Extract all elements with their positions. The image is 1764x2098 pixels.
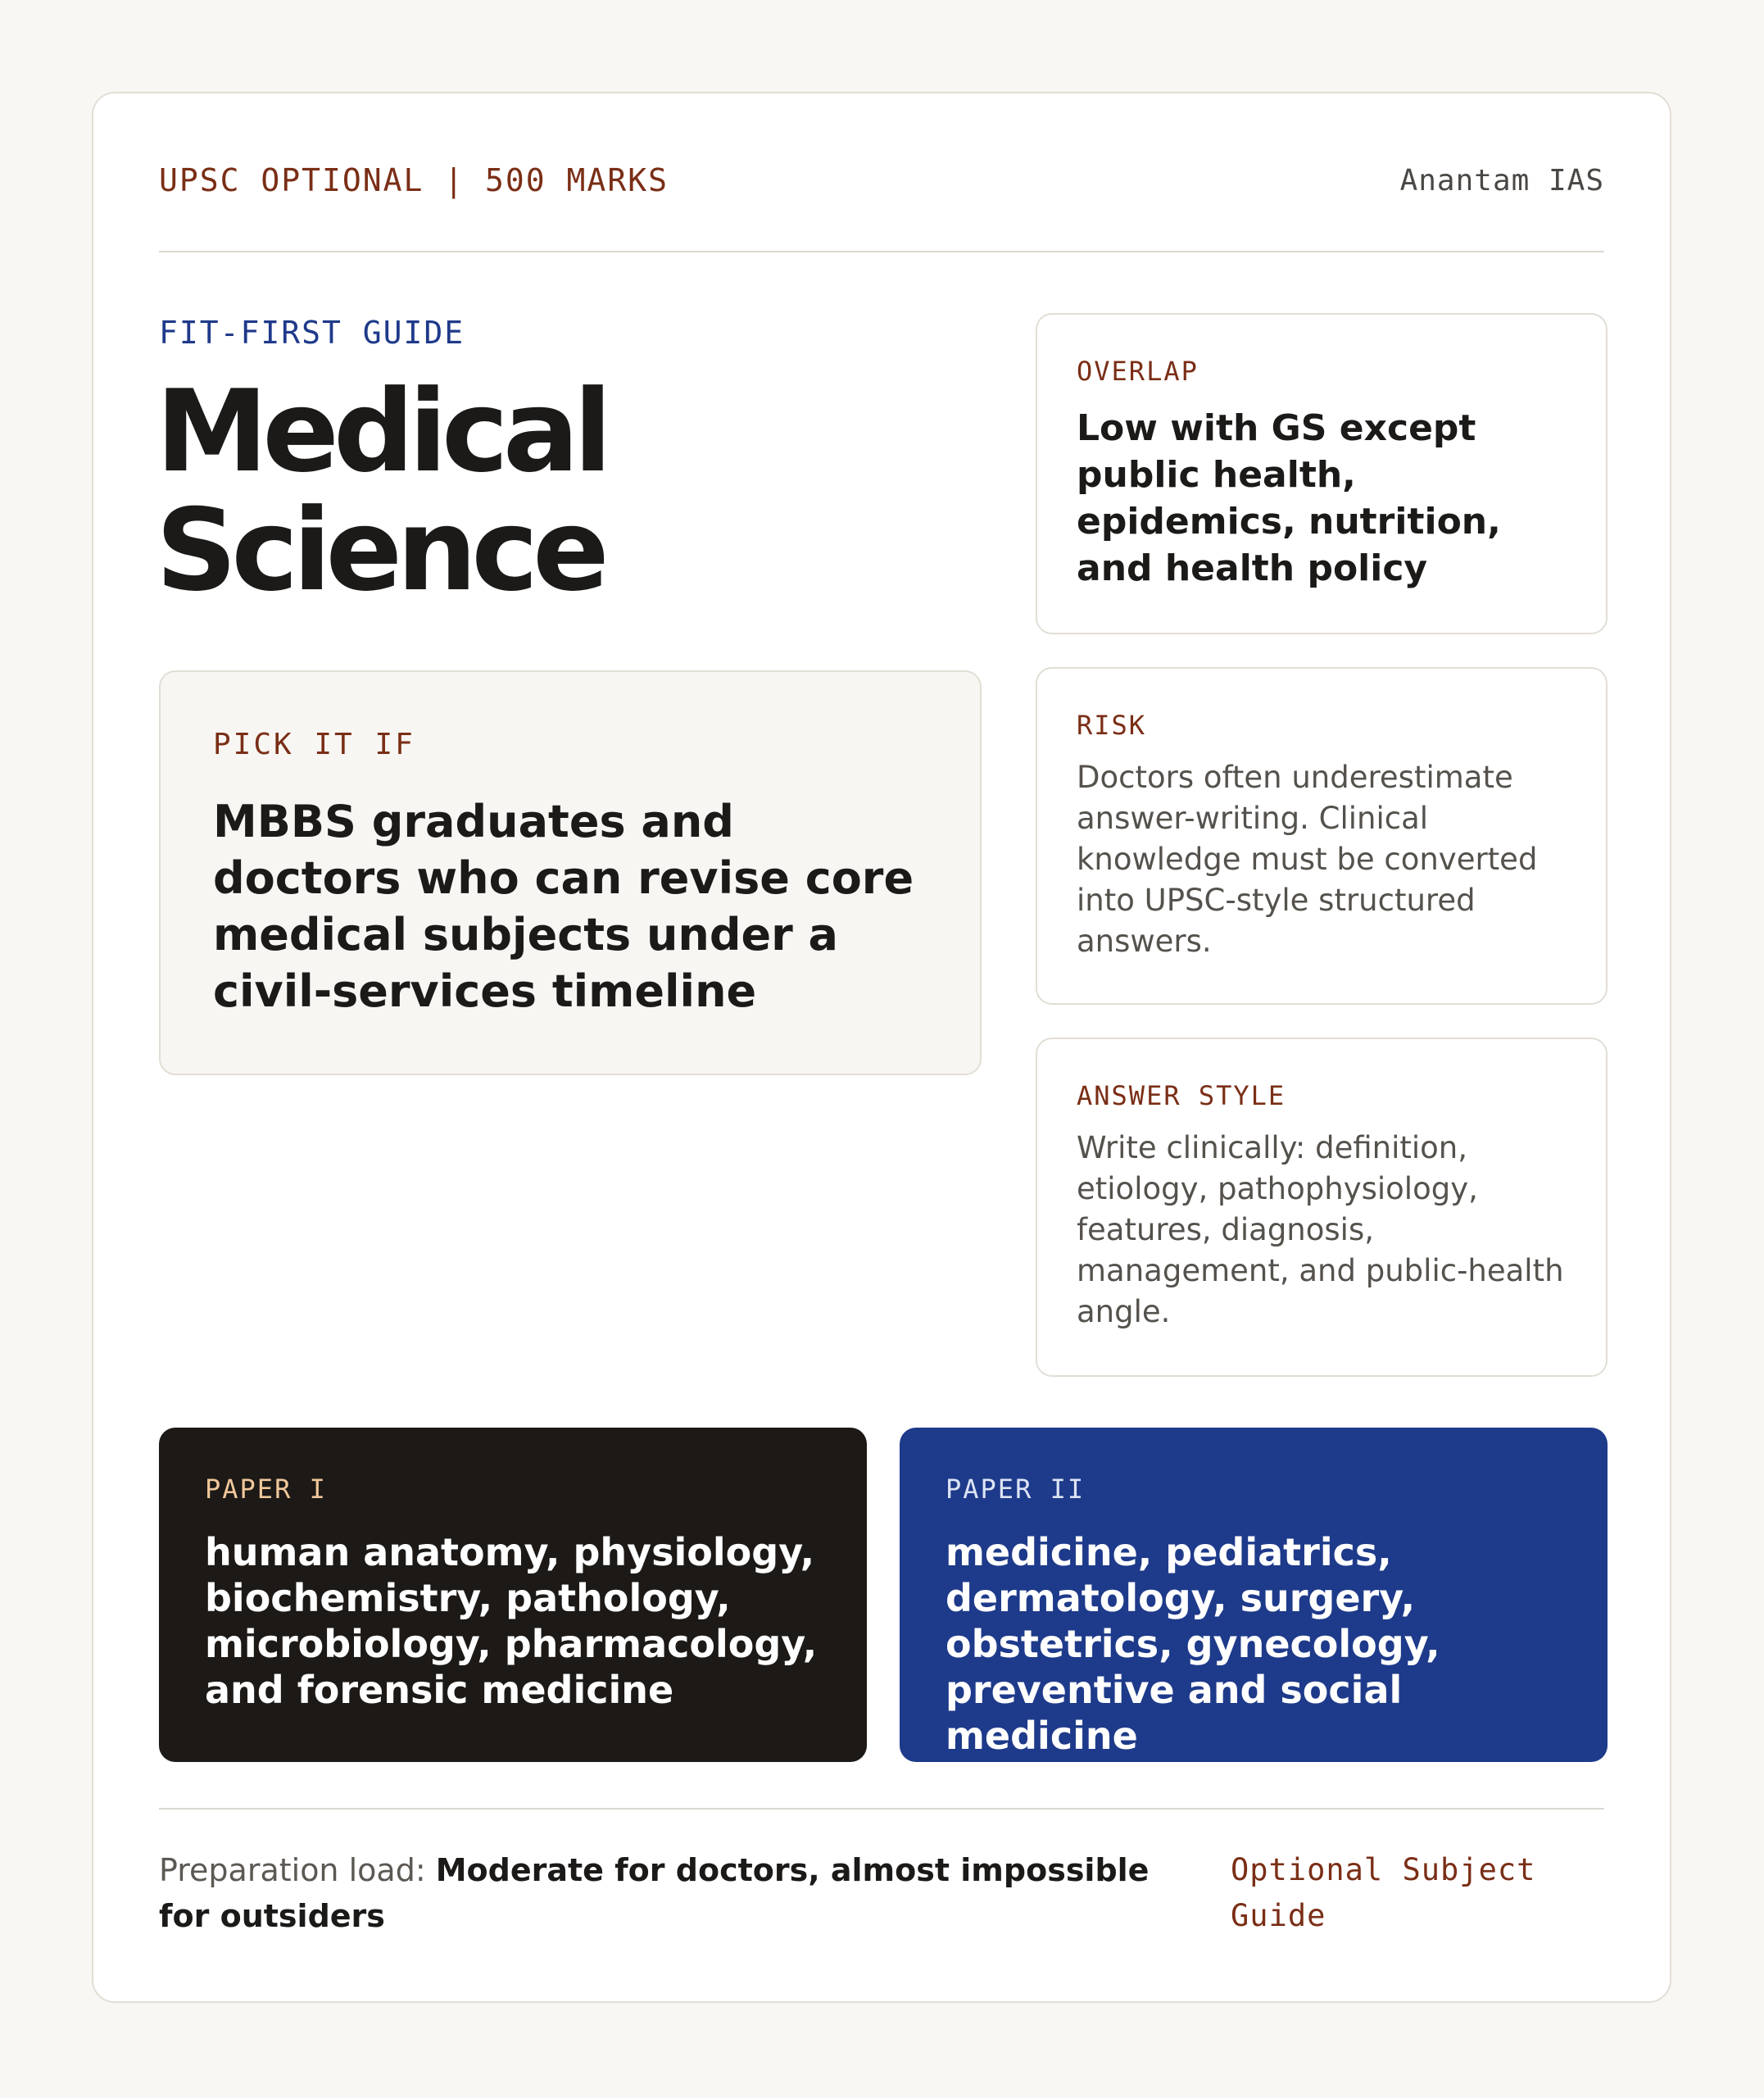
pick-text: MBBS graduates and doctors who can revise core medical subjects under a civil-services timeline bbox=[213, 796, 914, 1017]
page-title bbox=[156, 366, 607, 616]
paper-2-text: medicine, pediatrics, dermatology, surgery, obstetrics, gynecology, preventive and social medicine bbox=[945, 1530, 1440, 1758]
footer-tag: Optional Subject Guide bbox=[1231, 1852, 1536, 1933]
preparation-load bbox=[159, 1847, 1159, 1939]
answer-style-text: Write clinically: definition, etiology, pathophysiology, features, diagnosis, management, and public-health angle. bbox=[1077, 1130, 1564, 1329]
pick-it-if-panel bbox=[159, 670, 982, 1075]
risk-box bbox=[1036, 667, 1608, 1005]
overlap-text: Low with GS except public health, epidemics, nutrition, and health policy bbox=[1077, 407, 1501, 589]
answer-style-box bbox=[1036, 1038, 1608, 1377]
answer-style-label: ANSWER STYLE bbox=[1077, 1080, 1286, 1111]
load-value: Moderate for doctors, almost impossible for outsiders bbox=[159, 1852, 1150, 1934]
brand-name: Anantam IAS bbox=[1399, 164, 1604, 198]
pick-label: PICK IT IF bbox=[213, 728, 415, 761]
header-divider bbox=[159, 251, 1604, 252]
load-label: Preparation load: bbox=[159, 1852, 436, 1888]
paper-2-label: PAPER II bbox=[945, 1474, 1086, 1505]
footer-divider bbox=[159, 1808, 1604, 1810]
guide-kicker: FIT-FIRST GUIDE bbox=[159, 315, 465, 351]
category-label: UPSC OPTIONAL | 500 MARKS bbox=[159, 162, 669, 198]
paper-1-label: PAPER I bbox=[205, 1474, 327, 1505]
paper-1-text: human anatomy, physiology, biochemistry, pathology, microbiology, pharmacology, and forensic medicine bbox=[205, 1530, 818, 1712]
risk-label: RISK bbox=[1077, 710, 1147, 741]
paper-1-card bbox=[159, 1428, 867, 1762]
overlap-label: OVERLAP bbox=[1077, 356, 1199, 387]
paper-2-card bbox=[900, 1428, 1608, 1762]
overlap-box bbox=[1036, 313, 1608, 634]
risk-text: Doctors often underestimate answer-writing. Clinical knowledge must be converted into UPSC-style structured answers. bbox=[1077, 760, 1538, 959]
title-line-1: Medical bbox=[156, 366, 607, 497]
guide-card bbox=[92, 92, 1671, 2003]
title-line-2: Science bbox=[156, 484, 604, 616]
